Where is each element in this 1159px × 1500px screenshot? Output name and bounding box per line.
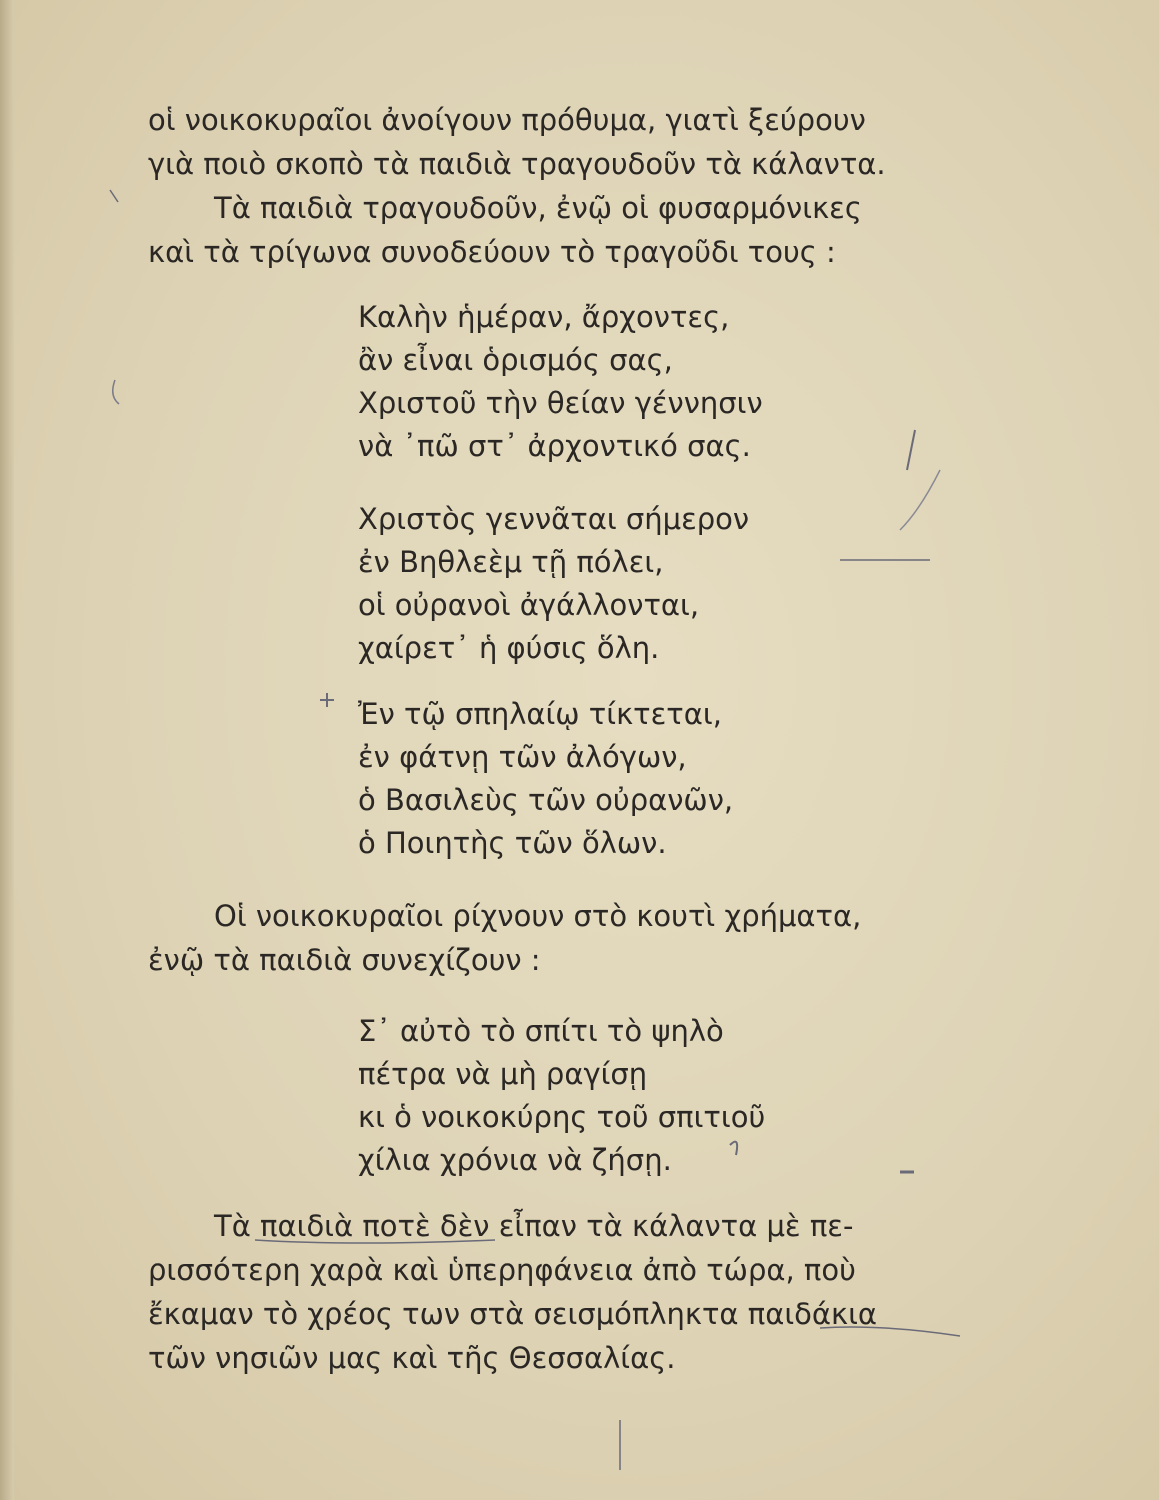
verse-line: ἐν φάτνῃ τῶν ἀλόγων, [358,740,687,774]
text-line: ρισσότερη χαρὰ καὶ ὑπερηφάνεια ἀπὸ τώρα, ποὺ [148,1253,856,1287]
verse-line: ὁ Ποιητὴς τῶν ὅλων. [358,826,667,860]
verse-line: πέτρα νὰ μὴ ραγίσῃ [358,1057,648,1091]
text-line: οἱ νοικοκυραῖοι ἀνοίγουν πρόθυμα, γιατὶ ξεύρουν [148,103,866,137]
verse-line: ἐν Βηθλεὲμ τῇ πόλει, [358,545,664,579]
verse-line: Χριστὸς γεννᾶται σήμερον [358,502,750,536]
verse-line: Χριστοῦ τὴν θείαν γέννησιν [358,386,763,420]
verse-line: Σ᾿ αὐτὸ τὸ σπίτι τὸ ψηλὸ [358,1014,724,1048]
text-line: Τὰ παιδιὰ τραγουδοῦν, ἐνῷ οἱ φυσαρμόνικες [214,191,862,225]
text-line: ἐνῷ τὰ παιδιὰ συνεχίζουν : [148,943,541,977]
verse-line: χίλια χρόνια νὰ ζήσῃ. [358,1143,672,1177]
verse-line: κι ὁ νοικοκύρης τοῦ σπιτιοῦ [358,1100,766,1134]
text-line: ἔκαμαν τὸ χρέος των στὰ σεισμόπληκτα παιδάκια [148,1297,878,1331]
verse-line: ἂν εἶναι ὁρισμός σας, [358,343,673,377]
text-line: Τὰ παιδιὰ ποτὲ δὲν εἶπαν τὰ κάλαντα μὲ πε- [214,1209,854,1243]
text-line: καὶ τὰ τρίγωνα συνοδεύουν τὸ τραγοῦδι τους : [148,235,836,269]
verse-line: Καλὴν ἡμέραν, ἄρχοντες, [358,300,730,334]
verse-line: οἱ οὐρανοὶ ἀγάλλονται, [358,588,700,622]
verse-line: νὰ ᾿πῶ στ᾿ ἀρχοντικό σας. [358,429,751,463]
verse-line: ὁ Βασιλεὺς τῶν οὐρανῶν, [358,783,734,817]
text-line: τῶν νησιῶν μας καὶ τῆς Θεσσαλίας. [148,1341,676,1375]
verse-line: χαίρετ᾿ ἡ φύσις ὅλη. [358,631,660,665]
text-line: γιὰ ποιὸ σκοπὸ τὰ παιδιὰ τραγουδοῦν τὰ κάλαντα. [148,147,886,181]
text-line: Οἱ νοικοκυραῖοι ρίχνουν στὸ κουτὶ χρήματα, [214,899,862,933]
verse-line: Ἐν τῷ σπηλαίῳ τίκτεται, [358,697,722,731]
